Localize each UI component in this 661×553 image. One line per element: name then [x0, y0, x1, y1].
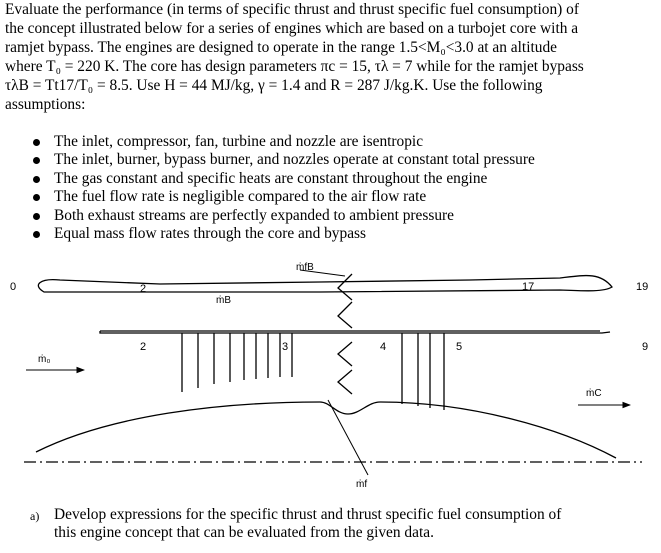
fan-blades: [182, 333, 230, 392]
question-label: a): [30, 509, 40, 523]
station-19: 19: [636, 281, 649, 293]
station-4: 4: [380, 341, 387, 353]
station-5: 5: [456, 341, 463, 353]
turbine-blades: [402, 333, 444, 410]
problem-line-5: τλB = Tt17/T₀ = 8.5. Use H = 44 MJ/kg, γ = 1.4 and R = 287 J/kg.K. Use the following: [5, 76, 543, 94]
assumption-item: The inlet, compressor, fan, turbine and nozzle are isentropic: [24, 133, 535, 151]
bullet-icon: [33, 231, 40, 238]
problem-line-1: Evaluate the performance (in terms of specific thrust and thrust specific fuel consumption) of: [5, 1, 579, 18]
bullet-icon: [33, 176, 40, 183]
bullet-icon: [33, 213, 40, 220]
problem-line-4: where T₀ = 220 K. The core has design parameters πc = 15, τλ = 7 while for the ramjet bypass: [5, 57, 584, 75]
question-line-2: this engine concept that can be evaluated from the given data.: [54, 524, 434, 542]
station-3: 3: [282, 341, 289, 353]
station-0: 0: [10, 281, 17, 293]
station-9: 9: [642, 341, 649, 353]
station-2-top: 2: [140, 283, 147, 295]
assumptions-list: [24, 133, 535, 243]
core-flameholders: [338, 342, 352, 394]
station-2-core: 2: [140, 341, 147, 353]
inlet-mass-flow-label: ṁ₀: [38, 354, 51, 365]
problem-line-3: ramjet bypass. The engines are designed to operate in the range 1.5<M₀<3.0 at an altitude: [5, 38, 557, 56]
question-a: [30, 506, 561, 543]
assumption-item: Both exhaust streams are perfectly expanded to ambient pressure: [24, 207, 535, 225]
core-mass-flow-label: ṁC: [586, 388, 602, 399]
core-fuel-flow-label: ṁf: [356, 479, 368, 490]
bullet-icon: [33, 139, 40, 146]
bypass-mass-flow-label: ṁB: [216, 295, 231, 306]
centerbody: [36, 402, 616, 458]
splitter-plate: [100, 331, 610, 333]
station-17: 17: [522, 281, 535, 293]
question-line-1: Develop expressions for the specific thrust and thrust specific fuel consumption of: [54, 506, 562, 523]
engine-diagram: [0, 248, 661, 496]
problem-line-6: assumptions:: [5, 95, 86, 113]
assumption-item: The inlet, burner, bypass burner, and nozzles operate at constant total pressure: [24, 151, 535, 169]
problem-statement: [5, 1, 653, 114]
bullet-icon: [33, 194, 40, 201]
problem-line-2: the concept illustrated below for a series of engines which are based on a turbojet core with a: [5, 19, 579, 37]
assumption-item: The fuel flow rate is negligible compared to the air flow rate: [24, 188, 535, 206]
bullet-icon: [33, 157, 40, 164]
assumption-item: Equal mass flow rates through the core and bypass: [24, 225, 535, 243]
bypass-fuel-flow-label: ṁfB: [296, 262, 314, 273]
assumption-item: The gas constant and specific heats are constant throughout the engine: [24, 170, 535, 188]
core-fuel-line: [328, 400, 368, 475]
